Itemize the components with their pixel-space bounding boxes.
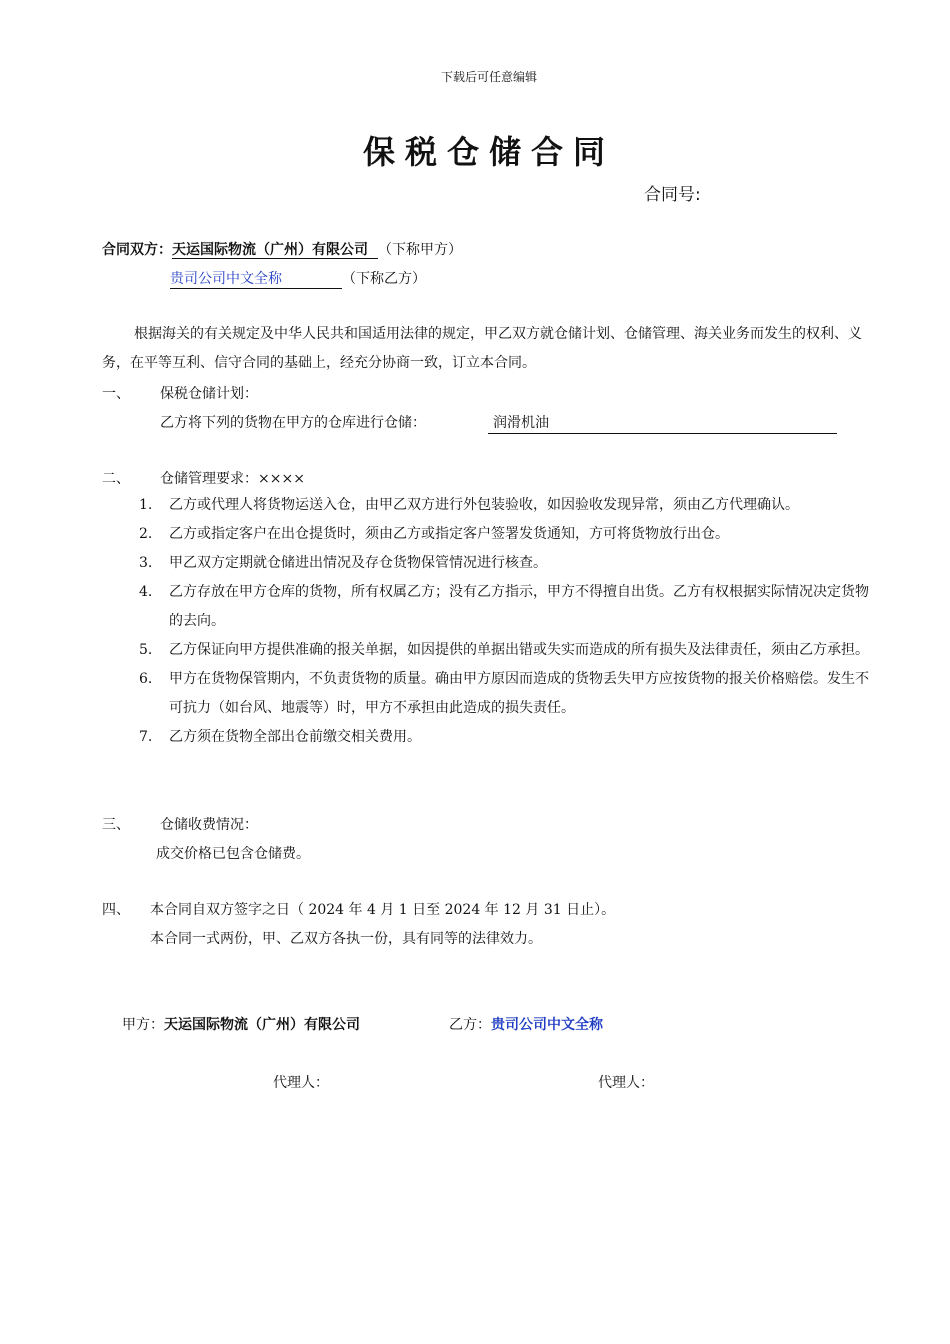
section1-text: 乙方将下列的货物在甲方的仓库进行仓储：	[160, 415, 426, 431]
list-item	[139, 665, 874, 723]
item-number: 2.	[139, 526, 153, 542]
item-number: 4.	[139, 584, 153, 600]
section3-text: 成交价格已包含仓储费。	[156, 846, 310, 862]
requirements-list	[139, 491, 899, 752]
item-text: 甲方在货物保管期内，不负责货物的质量。确由甲方原因而造成的货物丢失甲方应按货物的报关价格赔偿。发生不可抗力（如台风、地震等）时，甲方不承担由此造成的损失责任。	[169, 671, 869, 716]
item-number: 1.	[139, 497, 153, 513]
parties-label: 合同双方：	[102, 242, 172, 258]
intro-paragraph: 根据海关的有关规定及中华人民共和国适用法律的规定，甲乙双方就仓储计划、仓储管理、海关业务而发生的权利、义务，在平等互利、信守合同的基础上，经充分协商一致，订立本合同。	[102, 326, 862, 371]
section2-number: 二、	[102, 471, 130, 487]
signature-party-b	[449, 1014, 603, 1034]
item-number: 6.	[139, 671, 153, 687]
party-b-name: 贵司公司中文全称	[170, 268, 342, 289]
goods-field: 润滑机油	[488, 412, 837, 434]
section1-number: 一、	[102, 386, 130, 402]
item-text: 甲乙双方定期就仓储进出情况及存仓货物保管情况进行核查。	[169, 555, 547, 571]
list-item	[139, 520, 899, 549]
list-item	[139, 491, 899, 520]
item-number: 7.	[139, 729, 153, 745]
item-text: 乙方或指定客户在出仓提货时，须由乙方或指定客户签署发货通知，方可将货物放行出仓。	[169, 526, 729, 542]
section1-heading: 保税仓储计划：	[160, 386, 258, 402]
header-note: 下载后可任意编辑	[440, 70, 537, 84]
signature-a-name: 天运国际物流（广州）有限公司	[164, 1017, 360, 1033]
parties-line-b	[170, 268, 426, 289]
signature-a-label: 甲方：	[122, 1017, 164, 1033]
party-b-suffix: （下称乙方）	[342, 271, 426, 287]
contract-number-label: 合同号:	[644, 185, 701, 205]
item-text: 乙方保证向甲方提供准确的报关单据，如因提供的单据出错或失实而造成的所有损失及法律责任，须由乙方承担。	[169, 642, 869, 658]
section4-number: 四、	[102, 902, 130, 918]
agent-a-label: 代理人：	[273, 1075, 329, 1091]
document-title: 保税仓储合同	[362, 133, 615, 171]
item-number: 5.	[139, 642, 153, 658]
list-item	[139, 549, 899, 578]
item-number: 3.	[139, 555, 153, 571]
party-a-suffix: （下称甲方）	[378, 242, 462, 258]
agent-b-label: 代理人：	[598, 1075, 654, 1091]
item-text: 乙方或代理人将货物运送入仓，由甲乙双方进行外包装验收，如因验收发现异常，须由乙方代理确认。	[169, 497, 799, 513]
section3-heading: 仓储收费情况：	[160, 817, 258, 833]
list-item	[139, 578, 874, 636]
item-text: 乙方存放在甲方仓库的货物，所有权属乙方；没有乙方指示，甲方不得擅自出货。乙方有权根据实际情况决定货物的去向。	[169, 584, 869, 629]
section4-text: 本合同自双方签字之日（ 2024 年 4 月 1 日至 2024 年 12 月 31 日止）。	[150, 902, 616, 918]
signature-b-name: 贵司公司中文全称	[491, 1017, 603, 1033]
signature-b-label: 乙方：	[449, 1017, 491, 1033]
list-item	[139, 723, 899, 752]
item-text: 乙方须在货物全部出仓前缴交相关费用。	[169, 729, 421, 745]
party-a-name: 天运国际物流（广州）有限公司	[172, 242, 378, 259]
section4-text2: 本合同一式两份，甲、乙双方各执一份，具有同等的法律效力。	[150, 931, 542, 947]
list-item	[139, 636, 874, 665]
signature-party-a	[122, 1014, 360, 1034]
section3-number: 三、	[102, 817, 130, 833]
section2-heading: 仓储管理要求：××××	[160, 471, 305, 487]
parties-line-a	[102, 239, 462, 259]
